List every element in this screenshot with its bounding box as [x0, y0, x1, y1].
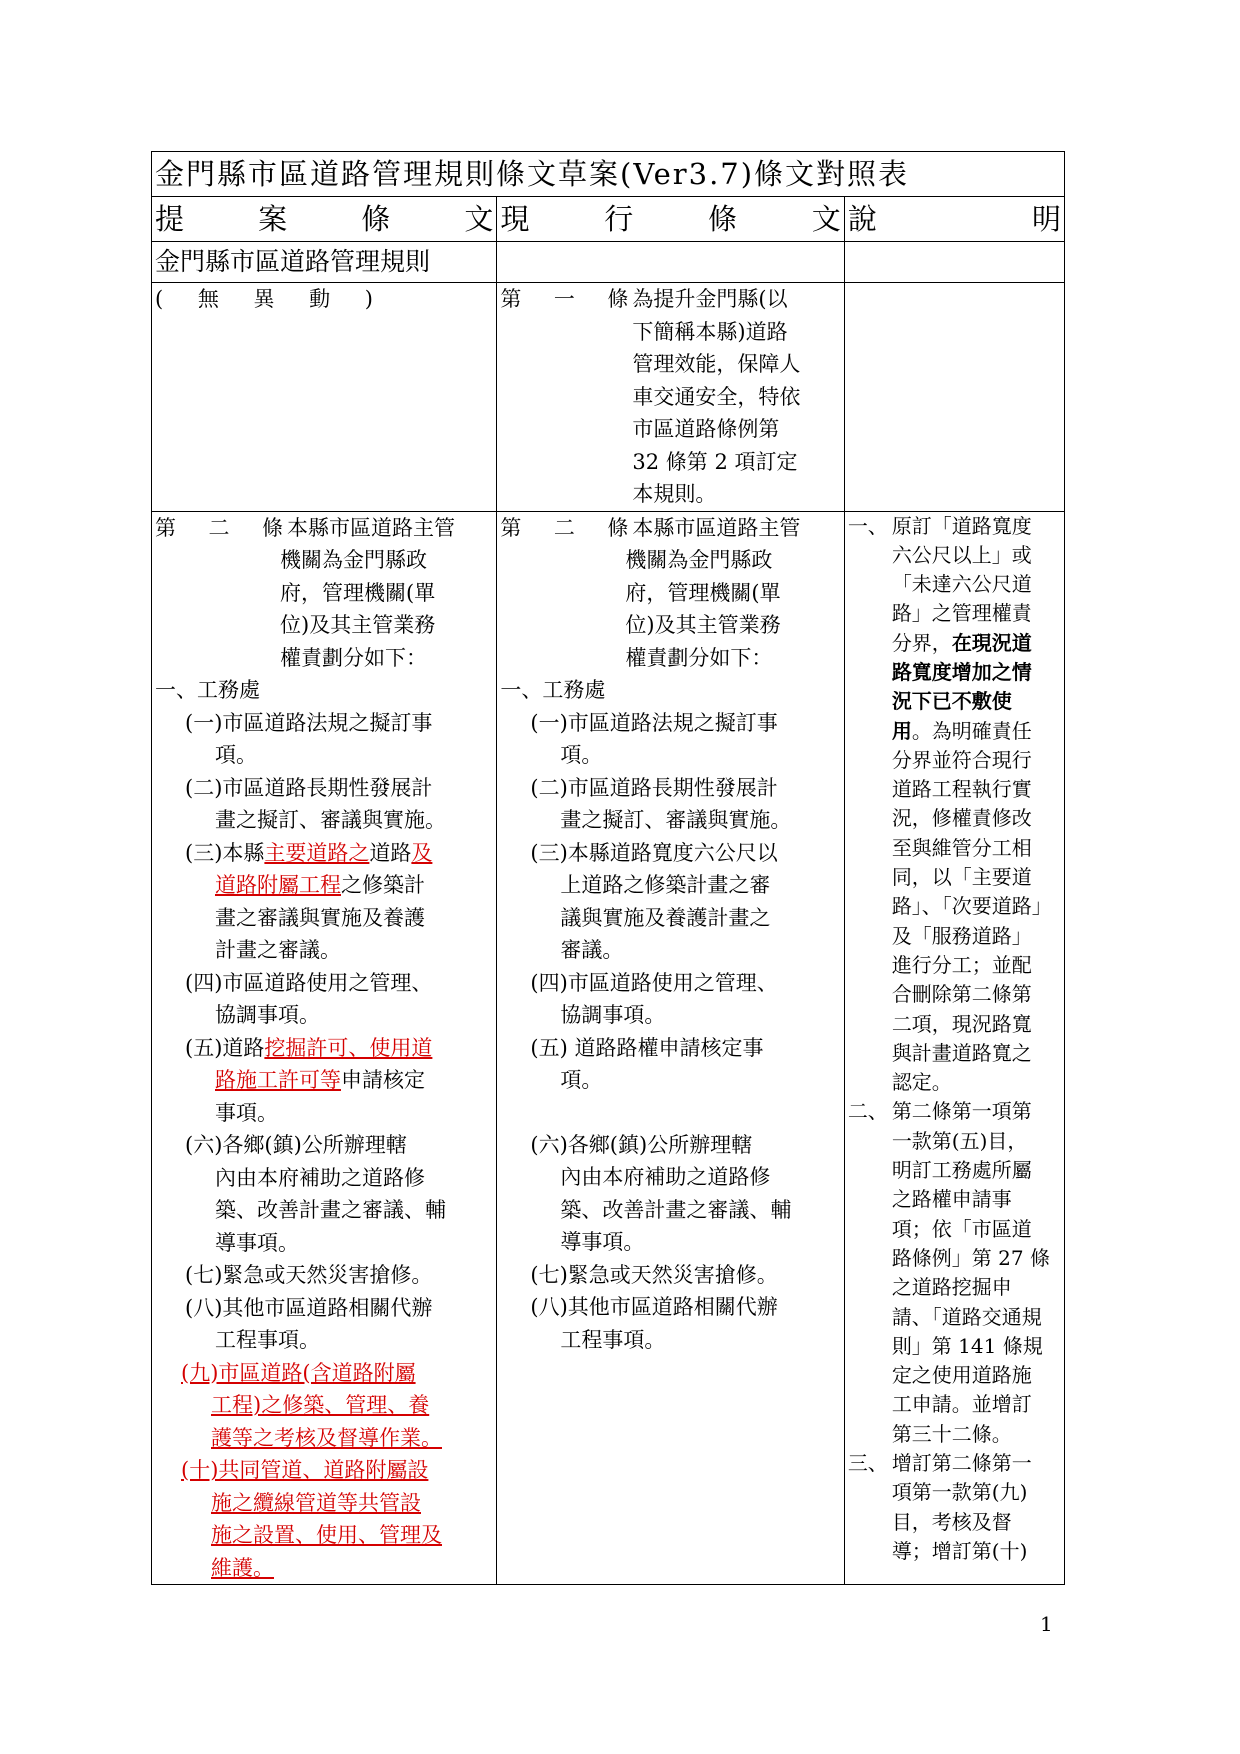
list-item: (五)道路挖掘許可、使用道 路施工許可等申請核定 事項。	[185, 1035, 433, 1125]
list-item: (二)市區道路長期性發展計 畫之擬訂、審議與實施。	[530, 775, 792, 832]
list-item: (八)其他市區道路相關代辦 工程事項。	[185, 1295, 433, 1352]
article2-current: 第 二 條 本縣市區道路主管 機關為金門縣政 府，管理機關(單 位)及其主管業務 權責劃分如下： 一、工務處 (一)市區道路法規之擬訂事 項。 (二)市區道路長期性發展計 畫之擬訂、審議與實施。 (三)本縣道路寬度六公尺以 上道路之修築計畫之審 議與實施及養護計畫之 審議。 (四)市區道路使用之管理、 協調事項。 (五) 道路路權申請核定事 項。 (六)各鄉(鎮)公所辦理轄 內由本府補助之道路修 築、改善計畫之審議、輔 導事項。 (七)緊急或天然災害搶修。 (八)其他市區道路相關代辦 工程事項。	[497, 511, 844, 1585]
article2-explanation: 一、 原訂「道路寬度 六公尺以上」或 「未達六公尺道 路」之管理權責 分界，在現況道 路寬度增加之情 況下已不敷使 用。為明確責任 分界並符合現行 道路工程執行實 況，修權責修改 至與維管分工相 同，以「主要道 路」、「次要道路」 及「服務道路」 進行分工；並配 合刪除第二條第 二項，現況路寬 與計畫道路寬之 認定。 二、 第二條第一項第 一款第(五)目， 明訂工務處所屬 之路權申請事 項；依「市區道 路條例」第 27 條 之道路挖掘申 請、「道路交通規 則」第 141 條規 定之使用道路施 工申請。並增訂 第三十二條。 三、 增訂第二條第一 項第一款第(九) 目，考核及督 導；增訂第(十)	[844, 511, 1064, 1585]
header-explanation: 說 明	[844, 197, 1064, 242]
article1-proposed	[152, 283, 497, 512]
list-item-added: (十)共同管道、道路附屬設 施之纜線管道等共管設 施之設置、使用、管理及 維護。	[181, 1458, 442, 1580]
list-item: (八)其他市區道路相關代辦 工程事項。	[530, 1295, 778, 1352]
article2-proposed: 第 二 條 本縣市區道路主管 機關為金門縣政 府，管理機關(單 位)及其主管業務 權責劃分如下： 一、工務處 (一)市區道路法規之擬訂事 項。 (二)市區道路長期性發展計 畫之擬訂、審議與實施。 (三)本縣主要道路之道路及 道路附屬工程之修築計 畫之審議與實施及養護 計畫之審議。 (四)市區道路使用之管理、 協調事項。 (五)道路挖掘許可、使用道 路施工許可等申請核定 事項。 (六)各鄉(鎮)公所辦理轄 內由本府補助之道路修 築、改善計畫之審議、輔 導事項。 (七)緊急或天然災害搶修。 (八)其他市區道路相關代辦 工程事項。 (九)市區道路(含道路附屬 工程)之修築、管理、養 護等之考核及督導作業。 (十)共同管道、道路附屬設 施之纜線管道等共管設 施之設置、使用、管理及 維護。	[152, 511, 497, 1585]
header-current: 現 行 條 文	[497, 197, 844, 242]
added-text: 及	[411, 840, 433, 865]
document-title: 金門縣市區道路管理規則條文草案(Ver3.7)條文對照表	[152, 152, 1065, 197]
list-item: (四)市區道路使用之管理、 協調事項。	[185, 970, 433, 1027]
list-item: (四)市區道路使用之管理、 協調事項。	[530, 970, 778, 1027]
list-item: (三)本縣道路寬度六公尺以 上道路之修築計畫之審 議與實施及養護計畫之 審議。	[530, 840, 778, 962]
article1-current: 第 一 條 為提升金門縣(以 下簡稱本縣)道路 管理效能，保障人 車交通安全，特依 市區道路條例第 32 條第 2 項訂定 本規則。	[497, 283, 844, 512]
list-item: (三)本縣主要道路之道路及 道路附屬工程之修築計 畫之審議與實施及養護 計畫之審議。	[185, 840, 433, 962]
list-item: (五) 道路路權申請核定事 項。	[530, 1035, 764, 1092]
added-text: 挖掘許可、使用道	[264, 1035, 433, 1060]
list-item: (一)市區道路法規之擬訂事 項。	[530, 710, 778, 767]
list-item: (七)緊急或天然災害搶修。	[185, 1263, 433, 1287]
list-item: (七)緊急或天然災害搶修。	[530, 1262, 778, 1287]
page-number: 1	[1040, 1612, 1053, 1636]
section-heading: 一、工務處	[155, 678, 260, 702]
header-proposed: 提 案 條 文	[152, 197, 497, 242]
list-item: (六)各鄉(鎮)公所辦理轄 內由本府補助之道路修 築、改善計畫之審議、輔 導事項。	[185, 1133, 446, 1255]
comparison-table	[151, 151, 1065, 1585]
section-heading: 一、工務處	[500, 678, 606, 702]
no-change-text: ( 無 異 動 )	[155, 287, 373, 311]
list-item-added: (九)市區道路(含道路附屬 工程)之修築、管理、養 護等之考核及督導作業。	[181, 1360, 442, 1450]
added-text: 道路附屬工程	[215, 873, 341, 897]
list-item: (六)各鄉(鎮)公所辦理轄 內由本府補助之道路修 築、改善計畫之審議、輔 導事項。	[530, 1132, 792, 1254]
list-item: (一)市區道路法規之擬訂事 項。	[185, 710, 433, 767]
list-item: (二)市區道路長期性發展計 畫之擬訂、審議與實施。	[185, 775, 446, 832]
added-text: 路施工許可等	[215, 1068, 341, 1092]
added-text: 主要道路之	[264, 840, 370, 865]
law-name: 金門縣市區道路管理規則	[152, 242, 497, 283]
